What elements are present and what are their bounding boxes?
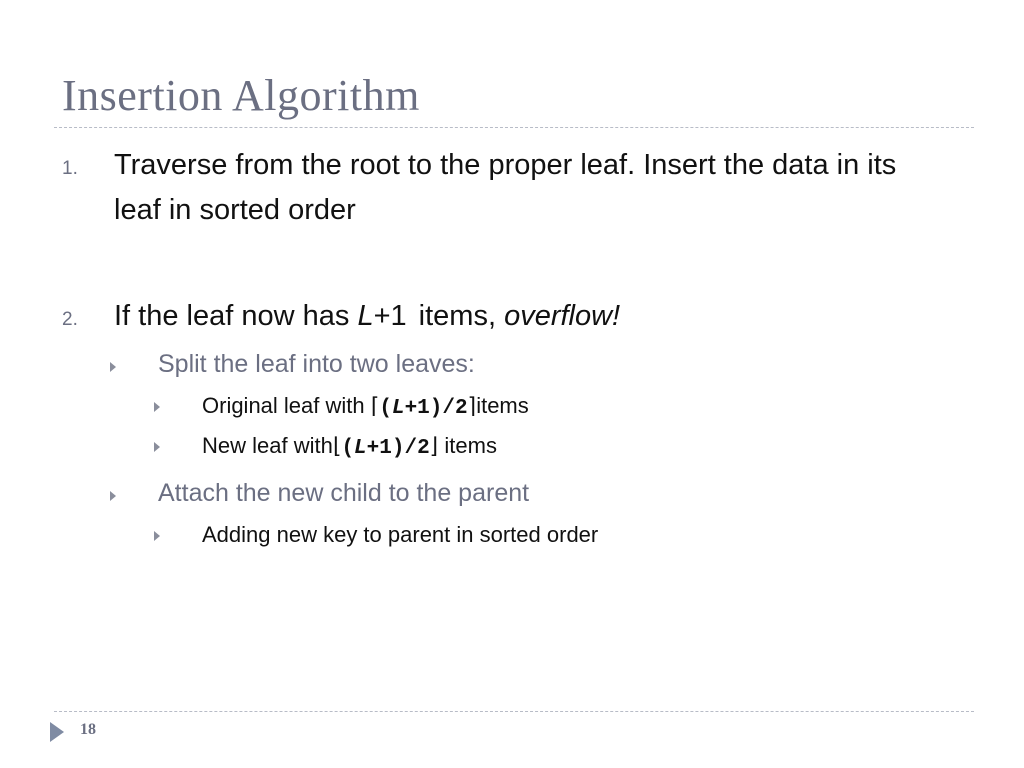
new-leaf-prefix: New leaf with xyxy=(202,433,333,458)
new-leaf-expression: (L+1)/2 xyxy=(341,437,430,460)
ceiling-left-bracket: ⌈ xyxy=(370,394,380,419)
ceiling-right-bracket: ⌉ xyxy=(467,394,477,419)
right-triangle-icon xyxy=(154,531,160,541)
floor-right-bracket: ⌋ xyxy=(429,434,439,459)
page-number: 18 xyxy=(80,721,96,738)
step-2-text-middle: +1 xyxy=(373,300,407,332)
new-leaf-suffix: items xyxy=(444,433,497,458)
bullet-split-leaf-text: Split the leaf into two leaves: xyxy=(158,350,475,378)
play-arrow-icon xyxy=(50,722,64,742)
step-2-number: 2. xyxy=(62,309,78,330)
step-2-text-before: If the leaf now has xyxy=(114,300,358,332)
step-2-emphasis: overflow! xyxy=(504,300,621,332)
step-2-variable: L xyxy=(357,300,374,332)
original-leaf-prefix: Original leaf with xyxy=(202,393,365,418)
step-1-number: 1. xyxy=(62,158,78,179)
bullet-new-leaf-text xyxy=(202,433,497,460)
footer-divider xyxy=(54,711,974,712)
title-divider xyxy=(54,127,974,128)
right-triangle-icon xyxy=(154,442,160,452)
floor-left-bracket: ⌊ xyxy=(332,434,342,459)
right-triangle-icon xyxy=(154,402,160,412)
right-triangle-icon xyxy=(110,491,116,501)
step-2-text-after: items, xyxy=(418,300,505,332)
bullet-original-leaf-text xyxy=(202,393,529,420)
slide-title: Insertion Algorithm xyxy=(62,71,420,120)
right-triangle-icon xyxy=(110,362,116,372)
step-1-text: Traverse from the root to the proper leaf. Insert the data in its leaf in sorted order xyxy=(114,149,897,226)
step-2-text xyxy=(114,294,944,339)
bullet-adding-key-text: Adding new key to parent in sorted order xyxy=(202,522,599,547)
original-leaf-expression: (L+1)/2 xyxy=(379,397,468,420)
bullet-attach-child-text: Attach the new child to the parent xyxy=(158,479,530,507)
original-leaf-suffix: items xyxy=(476,393,529,418)
